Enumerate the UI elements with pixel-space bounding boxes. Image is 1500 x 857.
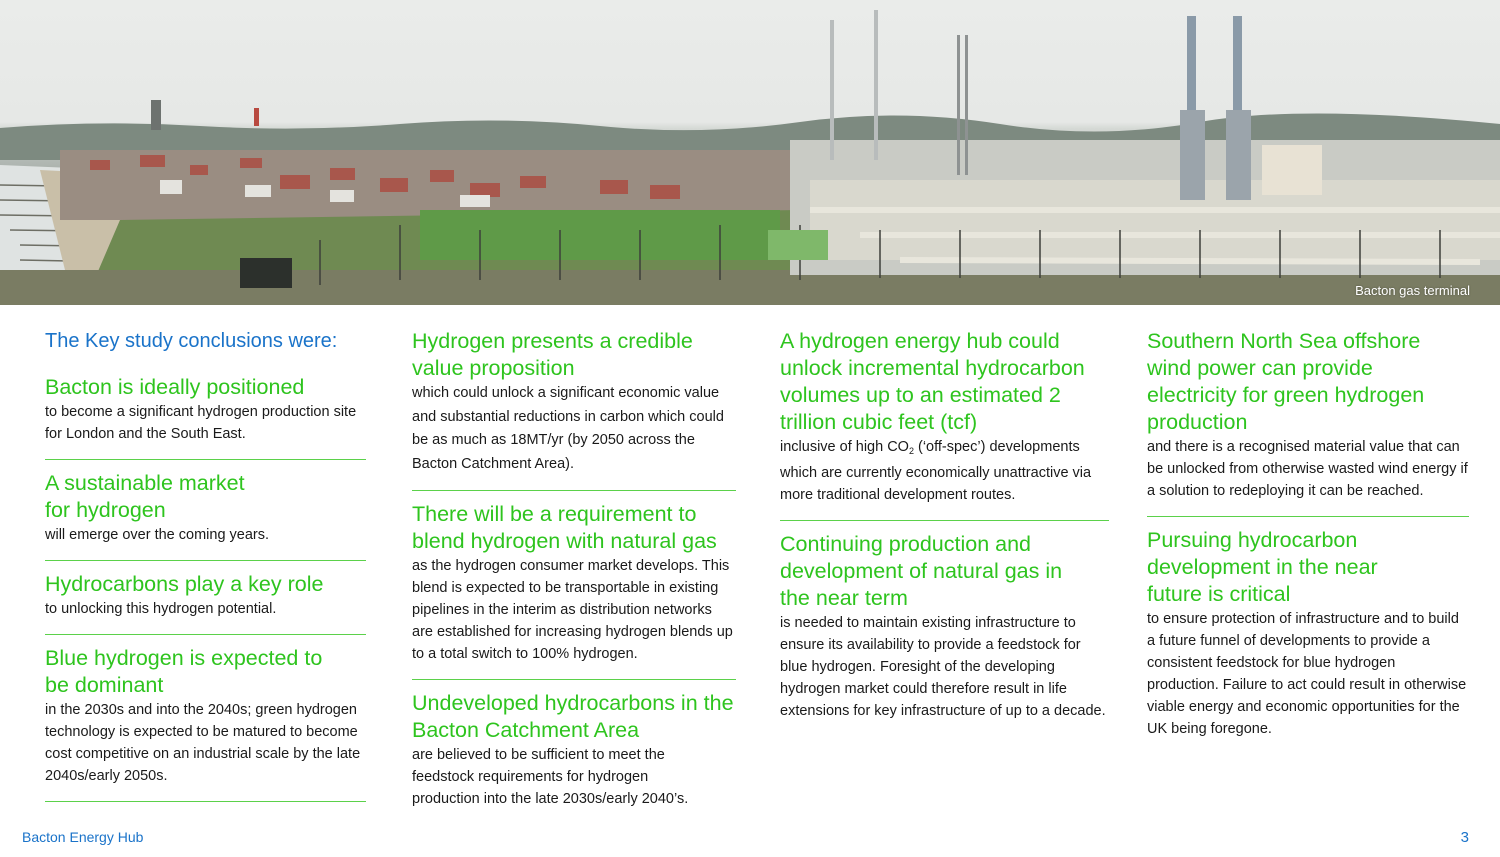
conclusion-body: to unlocking this hydrogen potential. xyxy=(45,601,277,617)
body-text: inclusive of high CO xyxy=(780,439,909,455)
column-3 xyxy=(780,328,1109,746)
conclusion-heading: Bacton is ideally positioned xyxy=(45,375,305,399)
gas-terminal-landscape-illustration xyxy=(0,0,1500,305)
subscript-text: 2 xyxy=(908,446,914,456)
conclusion-heading: There will be a requirement to blend hydrogen with natural gas xyxy=(412,502,717,553)
conclusion-block xyxy=(45,571,366,635)
conclusion-body: which could unlock a significant economic value and substantial reductions in carbon which could be as much as 18MT/yr (by 2050 across the Bacton Catchment Area). xyxy=(412,385,724,472)
conclusion-body: to ensure protection of infrastructure and to build a future funnel of developments to provide a consistent feedstock for blue hydrogen production. Failure to act could result in otherwise viable energy and economic opportunities for the UK being foregone. xyxy=(1147,611,1467,737)
conclusion-body: will emerge over the coming years. xyxy=(45,527,270,543)
conclusion-block xyxy=(1147,527,1469,754)
conclusion-heading: Southern North Sea offshore wind power can provide electricity for green hydrogen production xyxy=(1147,329,1425,434)
conclusion-heading: Blue hydrogen is expected to be dominant xyxy=(45,646,323,697)
conclusion-block xyxy=(45,470,366,561)
conclusion-heading: Pursuing hydrocarbon development in the near future is critical xyxy=(1147,528,1378,606)
conclusion-block xyxy=(780,328,1109,521)
column-4 xyxy=(1147,328,1469,764)
conclusion-body: is needed to maintain existing infrastructure to ensure its availability to provide a feedstock for blue hydrogen. Foresight of the developing hydrogen market could therefore result in life extensions for key infrastructure of up to a decade. xyxy=(780,615,1106,719)
conclusion-body: in the 2030s and into the 2040s; green hydrogen technology is expected to be matured to become cost competitive on an industrial scale by the late 2040s/early 2050s. xyxy=(45,702,361,784)
conclusion-block xyxy=(412,501,736,680)
hero-photo xyxy=(0,0,1500,305)
conclusion-body: to become a significant hydrogen production site for London and the South East. xyxy=(45,404,357,442)
conclusion-body xyxy=(780,436,1109,506)
photo-caption: Bacton gas terminal xyxy=(1355,283,1470,298)
page-number: 3 xyxy=(1460,829,1469,846)
conclusion-block xyxy=(412,328,736,491)
conclusion-block xyxy=(45,645,366,802)
conclusion-block xyxy=(1147,328,1469,517)
conclusion-heading: Hydrocarbons play a key role xyxy=(45,572,324,596)
conclusion-heading: A sustainable market for hydrogen xyxy=(45,471,245,522)
conclusion-block xyxy=(45,374,366,460)
conclusion-heading: Hydrogen presents a credible value proposition xyxy=(412,329,693,380)
column-2 xyxy=(412,328,736,834)
conclusion-body: and there is a recognised material value that can be unlocked from otherwise wasted wind energy if a solution to redeploying it can be reached. xyxy=(1147,439,1468,499)
conclusion-body: are believed to be sufficient to meet the feedstock requirements for hydrogen production into the late 2030s/early 2040’s. xyxy=(412,747,689,807)
conclusion-heading: Undeveloped hydrocarbons in the Bacton Catchment Area xyxy=(412,691,734,742)
intro-heading: The Key study conclusions were: xyxy=(45,330,338,352)
body-text: (‘off-spec’) developments which are currently economically unattractive via more traditional development routes. xyxy=(780,439,1092,503)
conclusion-heading: Continuing production and development of natural gas in the near term xyxy=(780,532,1063,610)
column-1 xyxy=(45,328,366,812)
conclusion-body: as the hydrogen consumer market develops. This blend is expected to be transportable in existing pipelines in the interim as distribution networks are established for increasing hydrogen blends up to a total switch to 100% hydrogen. xyxy=(412,558,733,662)
footer-document-title: Bacton Energy Hub xyxy=(22,829,144,845)
conclusion-block xyxy=(412,690,736,824)
conclusion-block xyxy=(780,531,1109,736)
conclusion-heading: A hydrogen energy hub could unlock incremental hydrocarbon volumes up to an estimated 2 trillion cubic feet (tcf) xyxy=(780,329,1085,434)
